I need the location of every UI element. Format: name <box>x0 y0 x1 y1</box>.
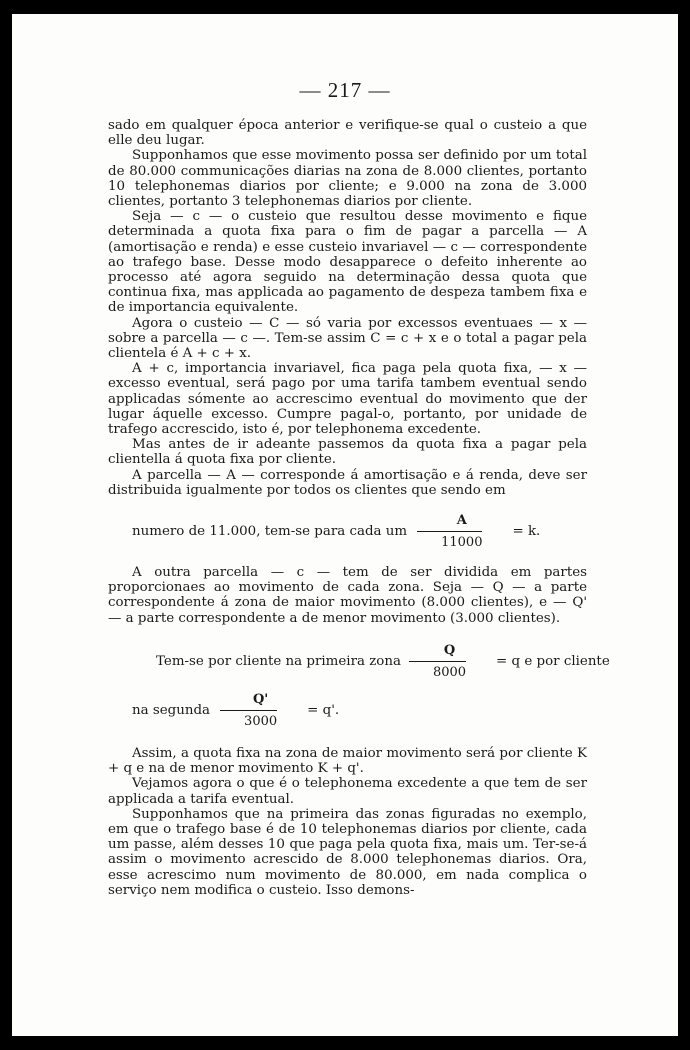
formula-q <box>108 642 610 681</box>
fraction-bar <box>220 710 277 711</box>
page-number: — 217 — <box>299 78 391 102</box>
paragraph: A parcella — A — corresponde á amortisação e á renda, deve ser distribuida igualmente por todos os clientes que sendo em <box>108 467 587 498</box>
body-text <box>108 118 610 898</box>
fraction-denominator: 11000 <box>441 535 483 551</box>
fraction-bar <box>409 661 466 662</box>
fraction <box>417 512 482 551</box>
paragraph: Mas antes de ir adeante passemos da quota fixa a pagar pela clientella á quota fixa por cliente. <box>108 437 587 468</box>
formula-tail: = q'. <box>307 702 340 718</box>
paragraph: Supponhamos que na primeira das zonas figuradas no exemplo, em que o trafego base é de 10 telephonemas diarios por cliente, cada um passe, além desses 10 que paga pela quota fixa, mais um. Ter-se-á assim o movimento acrescido de 8.000 telephonemas diarios. Ora, esse acrescimo num movimento de 80.000, em nada complica o serviço nem modifica o custeio. Isso demons- <box>108 806 587 898</box>
paragraph: A + c, importancia invariavel, fica paga pela quota fixa, — x — excesso eventual, será pago por uma tarifa tambem eventual sendo applicadas sómente ao accrescimo eventual do movimento que der lugar áquelle excesso. Cumpre pagal-o, portanto, por unidade de trafego accrescido, isto é, por telephonema excedente. <box>108 361 587 438</box>
fraction-denominator: 8000 <box>432 664 467 680</box>
fraction-bar <box>417 531 482 532</box>
paragraph: Assim, a quota fixa na zona de maior movimento será por cliente K + q e na de menor movimento K + q'. <box>108 745 587 777</box>
fraction-numerator: A <box>456 513 467 529</box>
formula-lead: numero de 11.000, tem-se para cada um <box>132 523 408 539</box>
book-page <box>12 14 678 1036</box>
formula-lead: na segunda <box>132 702 211 718</box>
formula-lead: Tem-se por cliente na primeira zona <box>156 653 401 669</box>
paragraph: A outra parcella — c — tem de ser dividida em partes proporcionaes ao movimento de cada zona. Seja — Q — a parte correspondente á zona de maior movimento (8.000 clientes), e — Q' — a parte correspondente a de menor movimento (3.000 clientes). <box>108 565 587 626</box>
paragraph: Agora o custeio — C — só varia por excessos eventuaes — x — sobre a parcella — c —. Tem-se assim C = c + x e o total a pagar pela clientela é A + c + x. <box>108 315 587 362</box>
formula-tail: = q e por cliente <box>496 653 610 669</box>
formula-q-prime <box>108 691 587 730</box>
paragraph: sado em qualquer época anterior e verifique-se qual o custeio a que elle deu lugar. <box>108 118 587 149</box>
formula-tail: = k. <box>512 523 541 539</box>
fraction-numerator: Q <box>443 642 456 658</box>
paragraph: Supponhamos que esse movimento possa ser definido por um total de 80.000 communicações diarias na zona de 8.000 clientes, portanto 10 telephonemas diarios por cliente; e 9.000 na zona de 3.000 clientes, portanto 3 telephonemas diarios por cliente. <box>108 148 587 210</box>
paragraph: Vejamos agora o que é o telephonema excedente a que tem de ser applicada a tarifa eventual. <box>108 776 587 807</box>
fraction <box>220 691 277 730</box>
fraction-denominator: 3000 <box>244 713 278 729</box>
formula-k <box>108 512 587 551</box>
paragraph: Seja — c — o custeio que resultou desse movimento e fique determinada a quota fixa para o fim de pagar a parcella — A (amortisação e renda) e esse custeio invariavel — c — correspondente ao trafego base. Desse modo desapparece o defeito inherente ao processo até agora seguido na determinação dessa quota que continua fixa, mas applicada ao pagamento de despeza tambem fixa e de importancia equivalente. <box>108 209 587 316</box>
fraction <box>409 642 466 681</box>
fraction-numerator: Q' <box>252 691 269 707</box>
